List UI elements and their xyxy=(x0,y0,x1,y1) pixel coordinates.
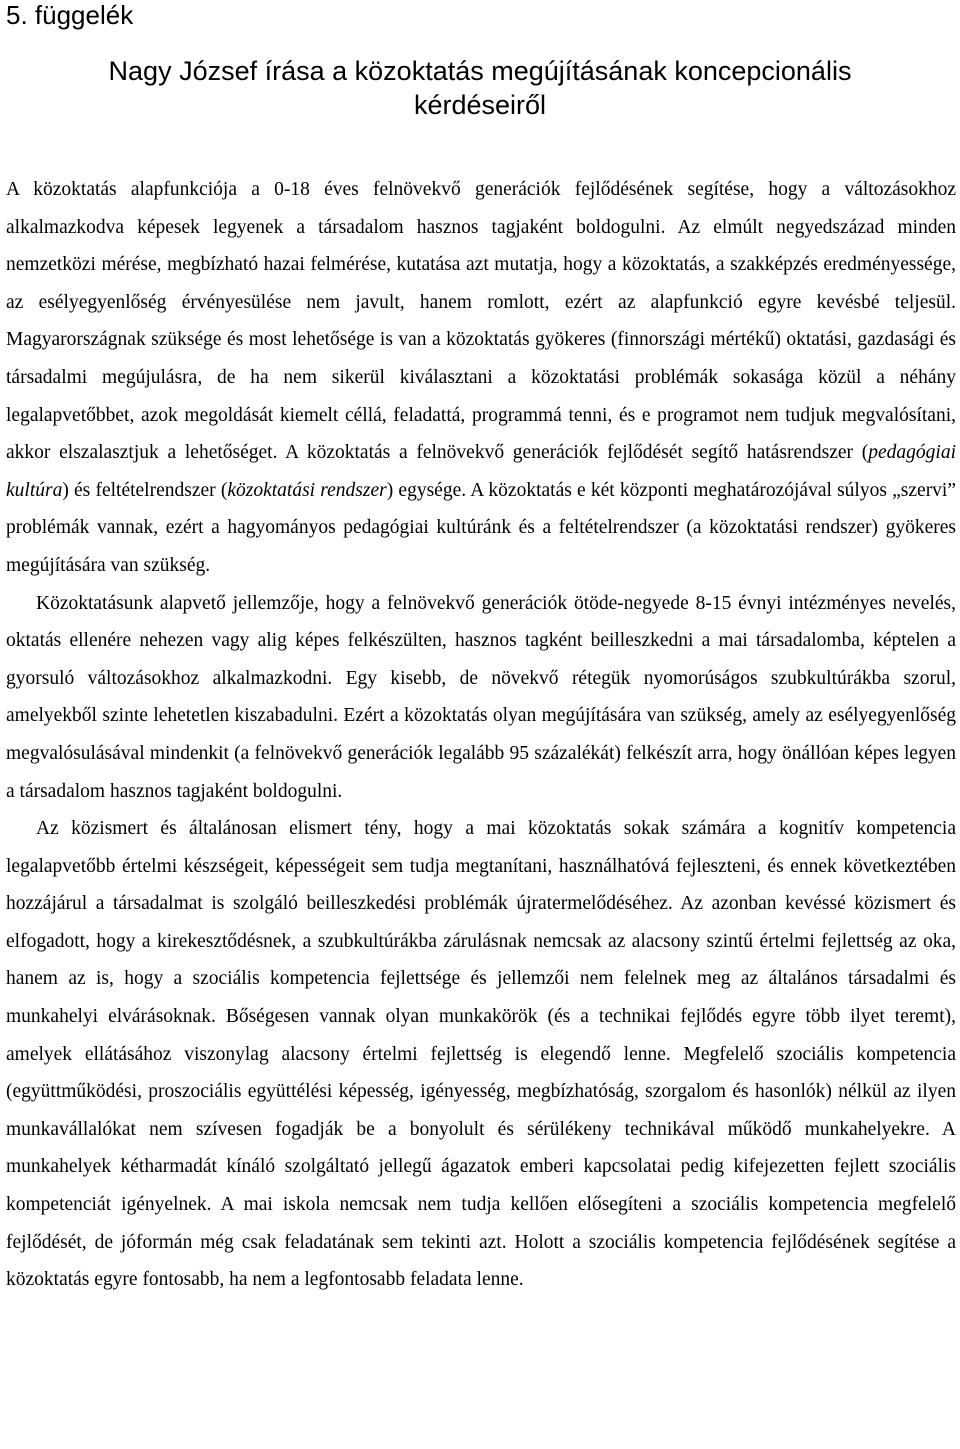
paragraph-1-text-b: ) és feltételrendszer ( xyxy=(62,479,228,501)
document-title-line-1: Nagy József írása a közoktatás megújításának koncepcionális xyxy=(108,56,852,86)
paragraph-1-italic-pedagogical-culture: pedagógiai kultúra xyxy=(6,442,956,501)
paragraph-1 xyxy=(6,171,956,585)
paragraph-3: Az közismert és általánosan elismert tény, hogy a mai közoktatás sokak számára a kognitív kompetencia legalapvetőbb értelmi készségeit, képességeit sem tudja megtanítani, használhatóvá fejleszteni, és ennek következtében hozzájárul a társadalmat is szolgáló beilleszkedési problémák újratermelődéséhez. Az azonban kevéssé közismert és elfogadott, hogy a kirekesztődésnek, a szubkultúrákba zárulásnak nemcsak az alacsony szintű értelmi fejlettség az oka, hanem az is, hogy a szociális kompetencia fejlettsége és jellemzői nem felelnek meg az általános társadalmi és munkahelyi elvárásoknak. Bőségesen vannak olyan munkakörök (és a technikai fejlődés egyre több ilyet teremt), amelyek ellátásához viszonylag alacsony értelmi fejlettség is elegendő lenne. Megfelelő szociális kompetencia (együttműködési, proszociális együttélési képesség, igényesség, megbízhatóság, szorgalom és hasonlók) nélkül az ilyen munkavállalókat nem szívesen fogadják be a bonyolult és sérülékeny technikával működő munkahelyekre. A munkahelyek kétharmadát kínáló szolgáltató jellegű ágazatok emberi kapcsolatai pedig kifejezetten fejlett szociális kompetenciát igényelnek. A mai iskola nemcsak nem tudja kellően elősegíteni a szociális kompetencia megfelelő fejlődését, de jóformán még csak feladatának sem tekinti azt. Holott a szociális kompetencia fejlődésének segítése a közoktatás egyre fontosabb, ha nem a legfontosabb feladata lenne. xyxy=(6,818,956,1291)
paragraph-1-text-a: A közoktatás alapfunkciója a 0-18 éves felnövekvő generációk fejlődésének segítése, hogy a változásokhoz alkalmazkodva képesek legyenek a társadalom hasznos tagjaként boldogulni. Az elmúlt negyedszázad minden nemzetközi mérése, megbízható hazai felmérése, kutatása azt mutatja, hogy a közoktatás, a szakképzés eredményessége, az esélyegyenlőség érvényesülése nem javult, hanem romlott, ezért az alapfunkció egyre kevésbé teljesül. Magyarországnak szüksége és most lehetősége is van a közoktatás gyökeres (finnországi mértékű) oktatási, gazdasági és társadalmi megújulásra, de ha nem sikerül kiválasztani a közoktatási problémák sokasága közül a néhány legalapvetőbbet, azok megoldását kiemelt céllá, feladattá, programmá tenni, és e programot nem tudjuk megvalósítani, akkor elszalasztjuk a lehetőséget. A közoktatás a felnövekvő generációk fejlődését segítő hatásrendszer ( xyxy=(6,179,956,464)
appendix-label: 5. függelék xyxy=(6,0,134,30)
paragraph-1-text-c: ) egysége. A közoktatás e két központi meghatározójával súlyos „szervi” problémák vannak, ezért a hagyományos pedagógiai kultúránk és a feltételrendszer (a közoktatási rendszer) gyökeres megújítására van szükség. xyxy=(6,479,957,576)
document-body xyxy=(6,171,956,1299)
paragraph-1-italic-education-system: közoktatási rendszer xyxy=(227,479,387,501)
paragraph-2: Közoktatásunk alapvető jellemzője, hogy a felnövekvő generációk ötöde-negyede 8-15 évnyi intézményes nevelés, oktatás ellenére nehezen vagy alig képes felkészülten, hasznos tagként beilleszkedni a mai társadalomba, képtelen a gyorsuló változásokhoz alkalmazkodni. Egy kisebb, de növekvő rétegük nyomorúságos szubkultúrákba szorul, amelyekből szinte lehetetlen kiszabadulni. Ezért a közoktatás olyan megújítására van szükség, amely az esélyegyenlőség megvalósulásával mindenkit (a felnövekvő generációk legalább 95 százalékát) felkészít arra, hogy önállóan képes legyen a társadalom hasznos tagjaként boldogulni. xyxy=(6,592,956,802)
document-title-line-2: kérdéseiről xyxy=(413,90,547,120)
document-title xyxy=(0,54,960,122)
